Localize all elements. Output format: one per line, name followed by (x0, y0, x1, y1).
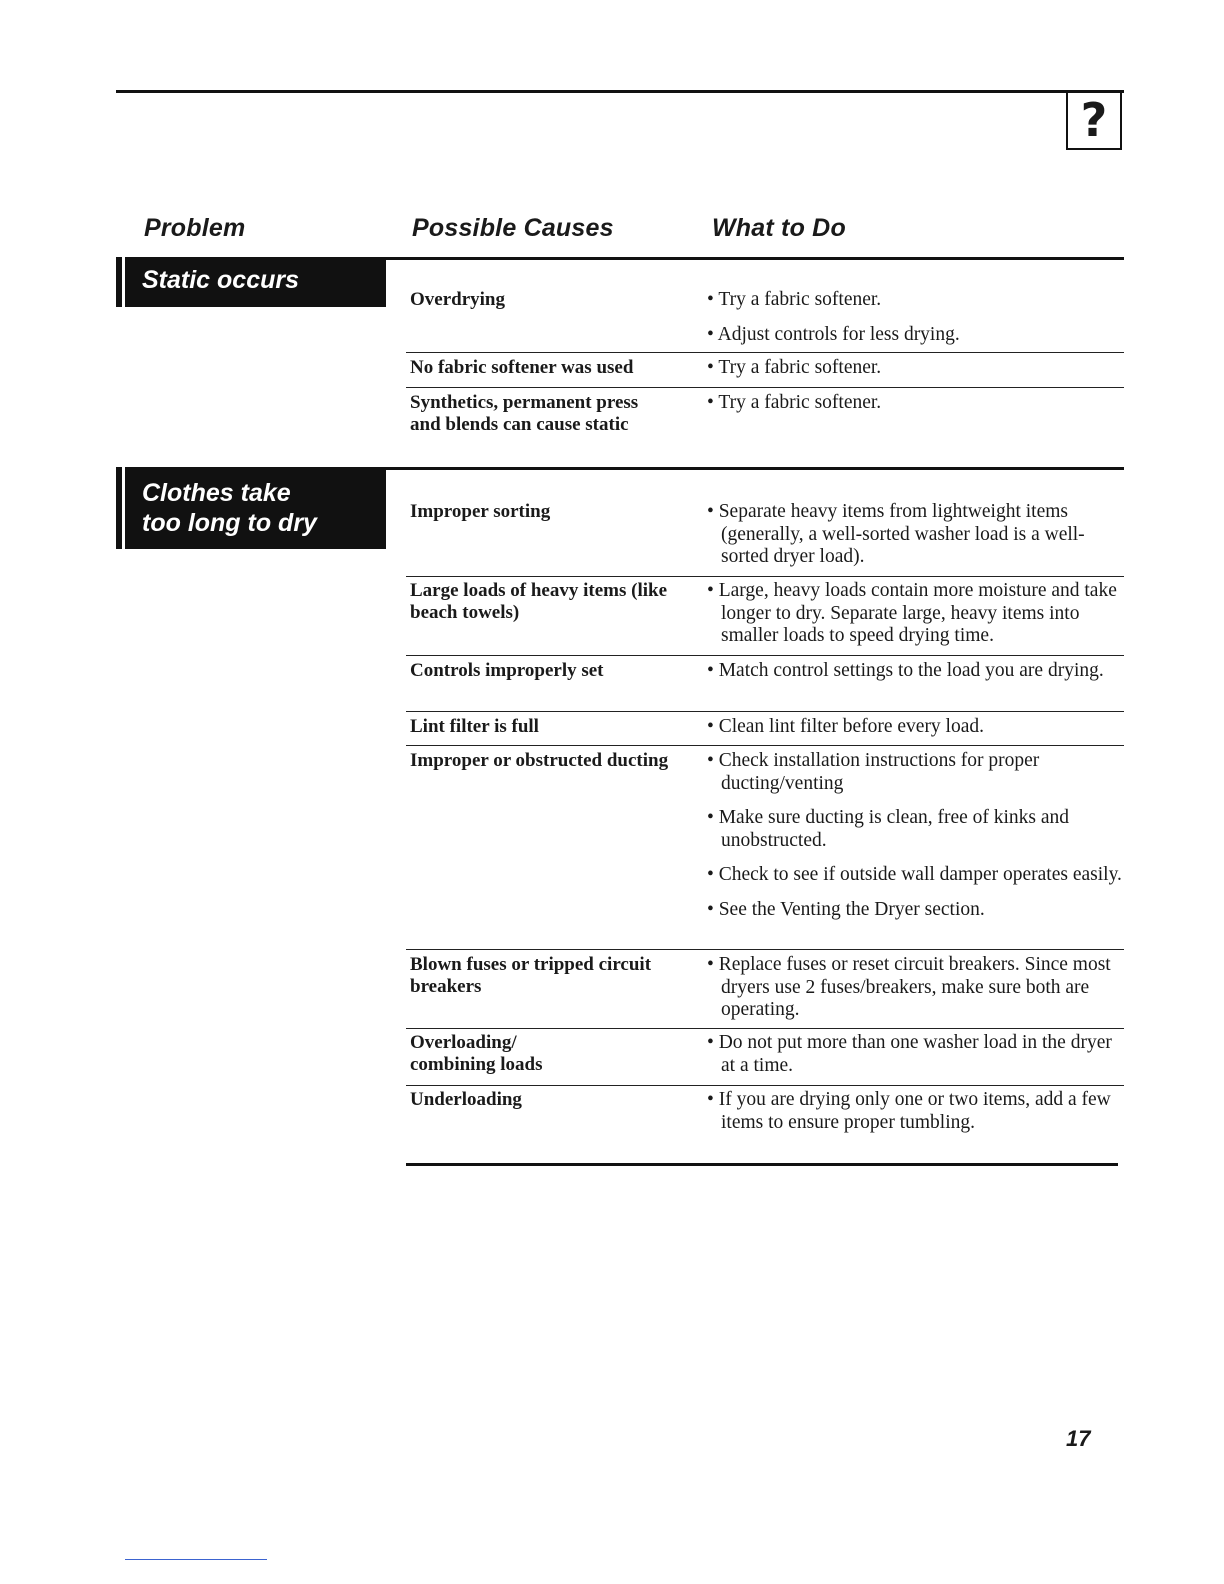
cause-label: Improper or obstructed ducting (410, 750, 669, 771)
cause-label: Overdrying (410, 289, 505, 310)
remedy-list (707, 1089, 1122, 1134)
remedy-item: • Separate heavy items from lightweight items (generally, a well-sorted washer load is a well-sorted dryer load). (707, 501, 1085, 567)
row-divider (406, 949, 1124, 950)
remedy-list (707, 392, 1122, 415)
remedy-list (707, 750, 1122, 921)
remedy-item: • See the Venting the Dryer section. (707, 898, 985, 920)
row-divider (406, 576, 1124, 577)
remedy-item: • Match control settings to the load you are drying. (707, 660, 1104, 681)
cause-label: Blown fuses or tripped circuit breakers (410, 954, 652, 997)
row-divider (406, 745, 1124, 746)
section-rule (386, 257, 1124, 260)
section-rule (386, 467, 1124, 470)
column-header-what-to-do: What to Do (712, 214, 846, 242)
remedy-item: • Do not put more than one washer load in the dryer at a time. (707, 1032, 1112, 1076)
cause-label: Controls improperly set (410, 660, 604, 681)
remedy-list (707, 357, 1122, 380)
remedy-item: • Replace fuses or reset circuit breakers. Since most dryers use 2 fuses/breakers, make sure both are operating. (707, 954, 1111, 1020)
column-header-problem: Problem (144, 214, 246, 242)
cause-label: Large loads of heavy items (like beach towels) (410, 580, 668, 623)
problem-title: Static occurs (142, 266, 300, 294)
cause-label: Improper sorting (410, 501, 551, 522)
row-divider (406, 1028, 1124, 1029)
row-divider (406, 655, 1124, 656)
problem-title-line: too long to dry (142, 509, 317, 537)
cause-label: Lint filter is full (410, 716, 539, 737)
remedy-list (707, 954, 1122, 1022)
remedy-item: • Large, heavy loads contain more moisture and take longer to dry. Separate large, heavy items into smaller loads to speed drying time. (707, 580, 1117, 646)
remedy-item: • Try a fabric softener. (707, 289, 882, 310)
page-number: 17 (1066, 1426, 1091, 1451)
row-divider (406, 387, 1124, 388)
cause-label: Underloading (410, 1089, 522, 1110)
remedy-item: • Try a fabric softener. (707, 392, 882, 413)
remedy-item: • Adjust controls for less drying. (707, 323, 960, 345)
remedy-list (707, 501, 1122, 569)
remedy-item: • Check installation instructions for proper ducting/venting (707, 750, 1040, 794)
column-header-causes: Possible Causes (412, 214, 614, 242)
problem-badge-static (116, 257, 386, 307)
remedy-item: • Make sure ducting is clean, free of kinks and unobstructed. (707, 807, 1070, 851)
cause-label: No fabric softener was used (410, 357, 634, 378)
remedy-item: • If you are drying only one or two items, add a few items to ensure proper tumbling. (707, 1089, 1111, 1133)
row-divider (406, 1085, 1124, 1086)
cause-label: Synthetics, permanent press and blends can cause static (410, 392, 639, 435)
remedy-list (707, 660, 1122, 683)
remedy-item: • Check to see if outside wall damper operates easily. (707, 864, 1122, 885)
scan-artifact-line (125, 1559, 267, 1560)
help-question-icon: ? (1066, 92, 1122, 150)
remedy-item: • Try a fabric softener. (707, 357, 882, 378)
remedy-list (707, 289, 1122, 346)
remedy-list (707, 580, 1122, 648)
remedy-list (707, 1032, 1122, 1077)
cause-label: Overloading/ combining loads (410, 1032, 543, 1075)
bottom-rule (406, 1163, 1118, 1166)
top-rule (116, 90, 1124, 93)
problem-title-line: Clothes take (142, 479, 291, 507)
remedy-list (707, 716, 1122, 739)
row-divider (406, 711, 1124, 712)
remedy-item: • Clean lint filter before every load. (707, 716, 985, 737)
problem-badge-drying (116, 467, 386, 549)
row-divider (406, 352, 1124, 353)
